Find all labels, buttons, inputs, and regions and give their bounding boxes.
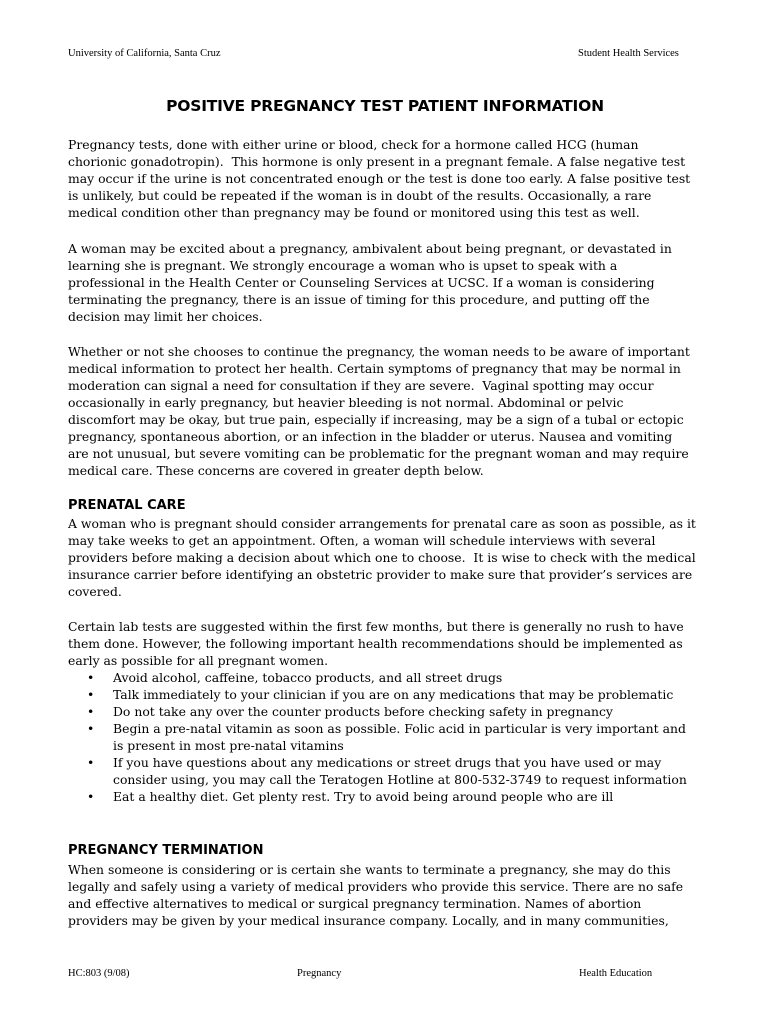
text-line: terminating the pregnancy, there is an issue of timing for this procedure, and putting off the	[68, 292, 650, 307]
text-line: and effective alternatives to medical or surgical pregnancy termination. Names of abortion	[68, 896, 642, 911]
text-line: may take weeks to get an appointment. Often, a woman will schedule interviews with several	[68, 533, 656, 548]
list-item: Talk immediately to your clinician if you are on any medications that may be problematic	[113, 687, 674, 702]
bullet-marker: •	[87, 687, 95, 702]
text-line: covered.	[68, 584, 122, 599]
text-line: professional in the Health Center or Counseling Services at UCSC. If a woman is considering	[68, 275, 655, 290]
text-line: legally and safely using a variety of medical providers who provide this service. There are no safe	[68, 879, 684, 894]
bullet-marker: •	[87, 789, 95, 804]
text-line: medical condition other than pregnancy may be found or monitored using this test as well.	[68, 205, 640, 220]
text-line: Pregnancy tests, done with either urine or blood, check for a hormone called HCG (human	[68, 137, 639, 152]
text-line: When someone is considering or is certain she wants to terminate a pregnancy, she may do this	[68, 862, 671, 877]
paragraph-prenatal-arrangements	[68, 515, 708, 600]
paragraph-symptoms	[68, 343, 708, 479]
paragraph-hcg	[68, 136, 708, 221]
text-line: pregnancy, spontaneous abortion, or an infection in the bladder or uterus. Nausea and vomiting	[68, 429, 673, 444]
text-line: providers before making a decision about which one to choose. It is wise to check with the medical	[68, 550, 696, 565]
text-line: decision may limit her choices.	[68, 309, 263, 324]
text-line: is unlikely, but could be repeated if the woman is in doubt of the results. Occasionally, a rare	[68, 188, 652, 203]
header-institution: University of California, Santa Cruz	[68, 48, 221, 59]
bullet-marker: •	[87, 755, 95, 770]
paragraph-lab-tests	[68, 618, 708, 669]
paragraph-emotions	[68, 240, 708, 325]
text-line: early as possible for all pregnant women.	[68, 653, 329, 668]
text-line: chorionic gonadotropin). This hormone is only present in a pregnant female. A false negative test	[68, 154, 686, 169]
text-line: moderation can signal a need for consultation if they are severe. Vaginal spotting may occur	[68, 378, 654, 393]
list-item-continued: is present in most pre-natal vitamins	[113, 738, 344, 753]
text-line: insurance carrier before identifying an obstetric provider to make sure that provider’s services are	[68, 567, 693, 582]
text-line: Certain lab tests are suggested within the first few months, but there is generally no rush to have	[68, 619, 684, 634]
text-line: occasionally in early pregnancy, but heavier bleeding is not normal. Abdominal or pelvic	[68, 395, 624, 410]
list-item: If you have questions about any medications or street drugs that you have used or may	[113, 755, 662, 770]
text-line: medical information to protect her health. Certain symptoms of pregnancy that may be normal in	[68, 361, 681, 376]
list-item: Do not take any over the counter products before checking safety in pregnancy	[113, 704, 613, 719]
text-line: Whether or not she chooses to continue the pregnancy, the woman needs to be aware of important	[68, 344, 690, 359]
text-line: are not unusual, but severe vomiting can be problematic for the pregnant woman and may require	[68, 446, 689, 461]
text-line: providers may be given by your medical insurance company. Locally, and in many communities,	[68, 913, 669, 928]
text-line: discomfort may be okay, but true pain, especially if increasing, may be a sign of a tubal or ectopic	[68, 412, 684, 427]
header-department: Student Health Services	[578, 48, 679, 59]
text-line: them done. However, the following important health recommendations should be implemented as	[68, 636, 683, 651]
recommendations-list	[0, 669, 770, 809]
text-line: may occur if the urine is not concentrated enough or the test is done too early. A false positive test	[68, 171, 691, 186]
text-line: A woman may be excited about a pregnancy, ambivalent about being pregnant, or devastated in	[68, 241, 672, 256]
list-item: Avoid alcohol, caffeine, tobacco products, and all street drugs	[113, 670, 503, 685]
page-title: POSITIVE PREGNANCY TEST PATIENT INFORMATION	[166, 97, 604, 115]
list-item: Eat a healthy diet. Get plenty rest. Try to avoid being around people who are ill	[113, 789, 614, 804]
text-line: learning she is pregnant. We strongly encourage a woman who is upset to speak with a	[68, 258, 618, 273]
section-heading-prenatal-care: PRENATAL CARE	[68, 498, 186, 513]
list-item: Begin a pre-natal vitamin as soon as possible. Folic acid in particular is very important and	[113, 721, 686, 736]
section-heading-pregnancy-termination: PREGNANCY TERMINATION	[68, 843, 264, 858]
bullet-marker: •	[87, 670, 95, 685]
paragraph-termination	[68, 861, 708, 929]
footer-form-code: HC:803 (9/08)	[68, 968, 130, 979]
text-line: medical care. These concerns are covered in greater depth below.	[68, 463, 484, 478]
bullet-marker: •	[87, 721, 95, 736]
list-item-continued: consider using, you may call the Teratogen Hotline at 800-532-3749 to request information	[113, 772, 687, 787]
bullet-marker: •	[87, 704, 95, 719]
footer-topic: Pregnancy	[297, 968, 342, 979]
footer-category: Health Education	[579, 968, 653, 979]
text-line: A woman who is pregnant should consider arrangements for prenatal care as soon as possible, as it	[68, 516, 696, 531]
